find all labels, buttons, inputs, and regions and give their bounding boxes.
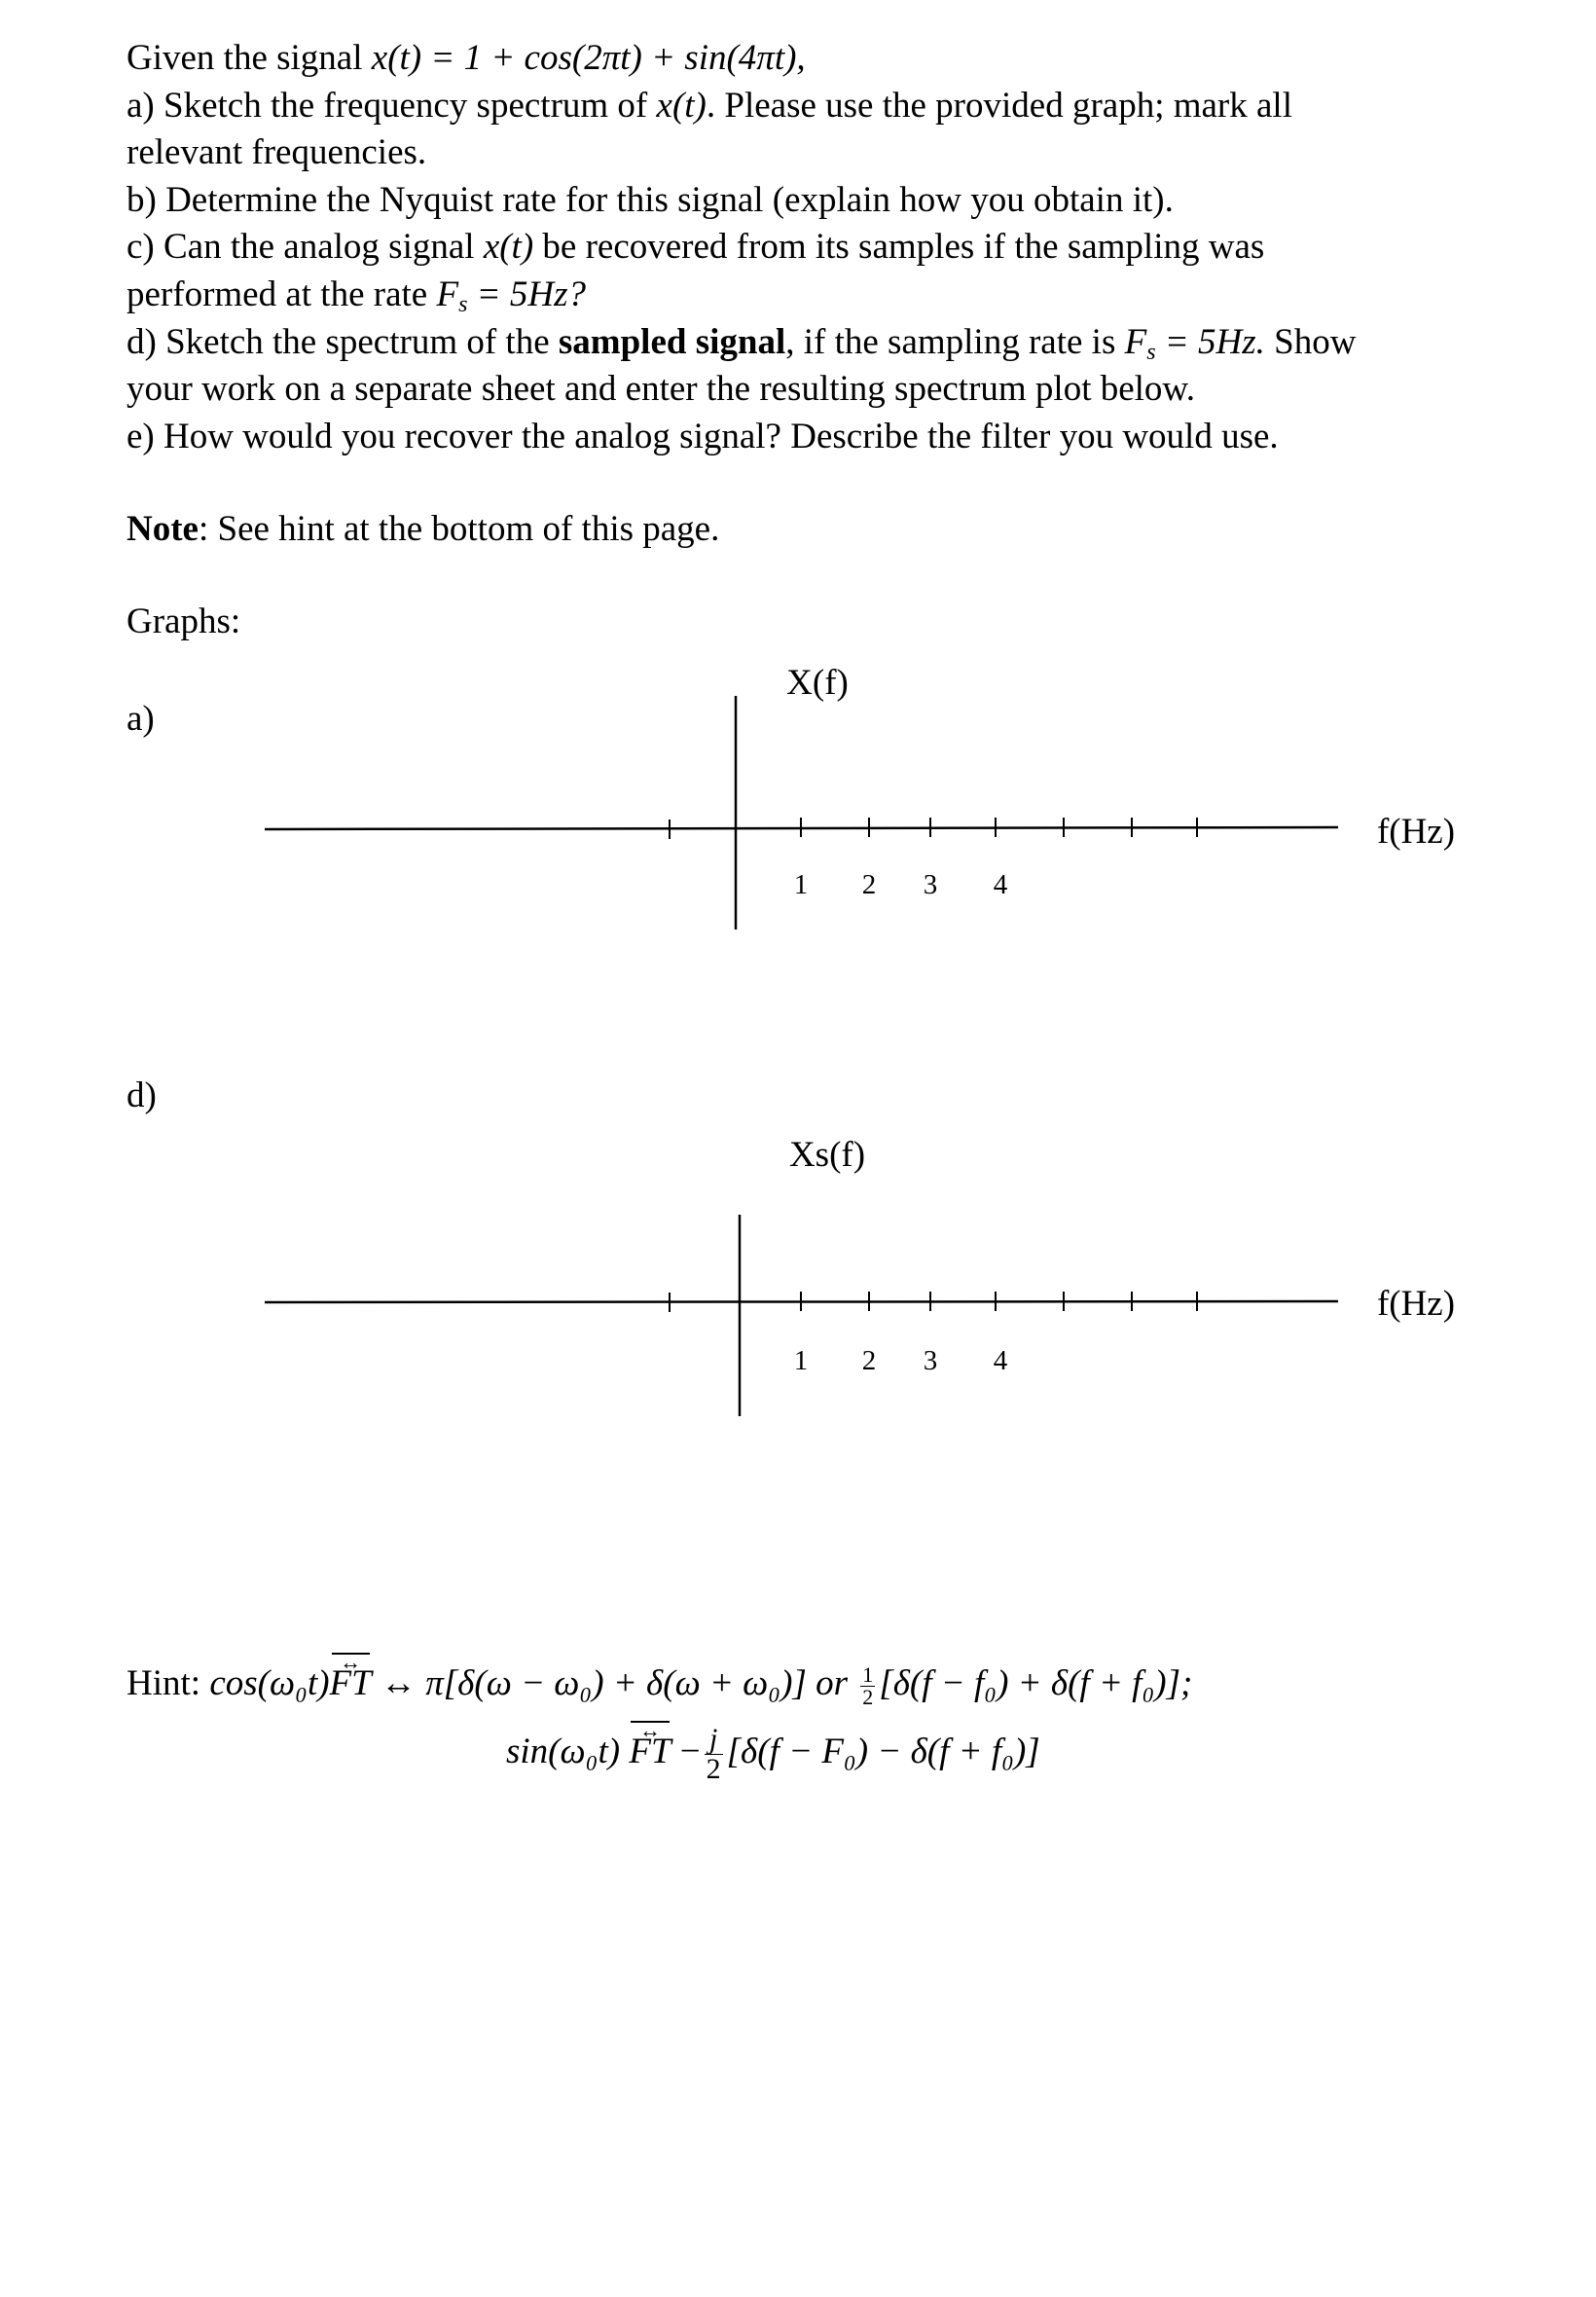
- hint-sin-rhs: [δ(f − F₀) − δ(f + f₀)]: [726, 1732, 1040, 1771]
- part-b: b) Determine the Nyquist rate for this signal (explain how you obtain it).: [127, 180, 1174, 220]
- note-label: Note: [127, 509, 199, 549]
- part-c-text: c) Can the analog signal: [127, 227, 484, 267]
- graph-a-xlabel: f(Hz): [1376, 812, 1456, 852]
- hint-cos-rhs: ↔ π[δ(ω − ω₀) + δ(ω + ω₀)]: [380, 1663, 807, 1703]
- part-d-text: d) Sketch the spectrum of the: [127, 322, 559, 362]
- note-text: : See hint at the bottom of this page.: [198, 509, 720, 549]
- part-a-variable: x(t): [656, 86, 707, 126]
- graph-d-tick-label-2: 2: [861, 1345, 877, 1376]
- part-d-line-1: [127, 319, 1356, 366]
- hint-fraction-j: [705, 1725, 723, 1784]
- graph-d-ylabel: Xs(f): [788, 1135, 866, 1175]
- hint-minus: −: [679, 1732, 701, 1771]
- graph-d-tick-label-1: 1: [793, 1345, 809, 1376]
- problem-intro: [127, 35, 806, 82]
- graph-d-tick-label-3: 3: [923, 1345, 938, 1376]
- part-e: e) How would you recover the analog signal? Describe the filter you would use.: [127, 417, 1279, 456]
- note: [127, 506, 719, 553]
- hint-ft-symbol-2: FT ↔: [629, 1723, 671, 1781]
- graph-a-part-label: a): [127, 699, 155, 739]
- hint-line-2: [506, 1723, 1040, 1784]
- part-d-line-2: your work on a separate sheet and enter the resulting spectrum plot below.: [127, 369, 1196, 409]
- part-c-line-1: [127, 224, 1264, 271]
- graph-a-ylabel: X(f): [786, 663, 849, 703]
- sampling-rate-symbol: $F_s$: [436, 274, 468, 317]
- part-d-text-mid: , if the sampling rate is: [785, 322, 1125, 362]
- hint-j-den: 2: [706, 1753, 721, 1786]
- part-c-variable: x(t): [483, 227, 534, 267]
- graph-a-tick-label-3: 3: [923, 869, 938, 900]
- part-a-text-end: . Please use the provided graph; mark all: [706, 86, 1292, 126]
- hint-ft-symbol: FT ↔: [330, 1655, 372, 1713]
- graph-d-part-label: d): [127, 1076, 157, 1115]
- hint-half-num: 1: [862, 1662, 874, 1688]
- graph-a-tick-label-4: 4: [993, 869, 1008, 900]
- hint-half-den: 2: [862, 1685, 874, 1710]
- graph-a-tick-label-2: 2: [861, 869, 877, 900]
- part-d-bold: sampled signal: [558, 322, 786, 362]
- graph-a-axes: [0, 652, 1596, 944]
- part-c-text-end: be recovered from its samples if the sampling was: [533, 227, 1265, 267]
- part-a-line-2: relevant frequencies.: [127, 132, 427, 172]
- sampling-rate-symbol-d: $F_s$: [1124, 322, 1156, 365]
- hint-label: Hint:: [127, 1663, 201, 1703]
- part-c-text-2: performed at the rate: [127, 274, 437, 314]
- part-d-rate: = 5Hz.: [1164, 322, 1265, 362]
- graph-d-tick-label-4: 4: [993, 1345, 1008, 1376]
- part-c-rate: = 5Hz?: [476, 274, 586, 314]
- graph-d-axes: [0, 1124, 1596, 1416]
- hint-sin-lhs: sin(ω₀t): [506, 1732, 621, 1771]
- hint-cos-lhs: cos(ω₀t): [209, 1663, 330, 1703]
- hint-cos-rhs-2: [δ(f − f₀) + δ(f + f₀)];: [879, 1663, 1193, 1703]
- part-a-text: a) Sketch the frequency spectrum of: [127, 86, 657, 126]
- part-a-line-1: [127, 83, 1292, 129]
- graph-d-xlabel: f(Hz): [1376, 1284, 1456, 1324]
- hint-j-num: j: [705, 1725, 723, 1755]
- hint-or: or: [816, 1663, 849, 1703]
- graphs-heading: Graphs:: [127, 602, 241, 641]
- part-c-line-2: [127, 272, 586, 318]
- intro-text: Given the signal: [127, 38, 372, 78]
- signal-formula: x(t) = 1 + cos(2πt) + sin(4πt),: [371, 38, 806, 78]
- part-d-text-end: Show: [1264, 322, 1357, 362]
- graph-a-tick-label-1: 1: [793, 869, 809, 900]
- hint-fraction-half: [860, 1664, 875, 1708]
